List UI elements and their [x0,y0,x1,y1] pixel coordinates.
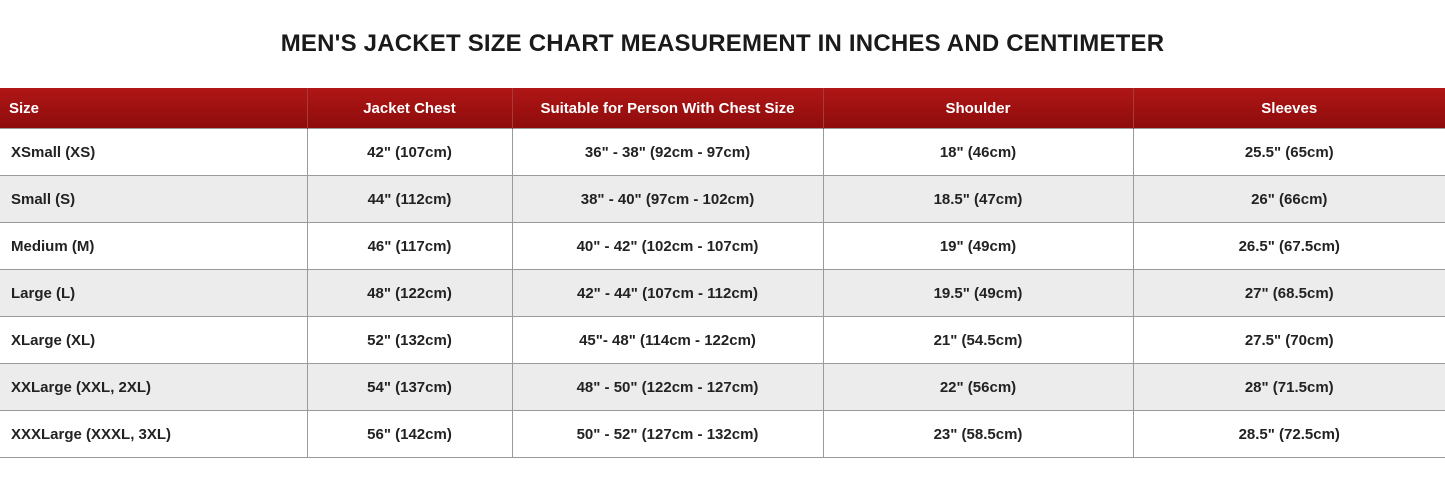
cell-suitable-chest-size: 45"- 48" (114cm - 122cm) [512,317,823,364]
header-jacket-chest: Jacket Chest [307,88,512,129]
cell-size: XXLarge (XXL, 2XL) [0,364,307,411]
cell-size: XXXLarge (XXXL, 3XL) [0,411,307,458]
cell-sleeves: 26.5" (67.5cm) [1133,223,1445,270]
cell-shoulder: 22" (56cm) [823,364,1133,411]
table-row [0,317,1445,364]
header-row [0,88,1445,129]
header-suitable-chest-size: Suitable for Person With Chest Size [512,88,823,129]
cell-jacket-chest: 56" (142cm) [307,411,512,458]
cell-shoulder: 18" (46cm) [823,129,1133,176]
cell-sleeves: 26" (66cm) [1133,176,1445,223]
cell-sleeves: 27.5" (70cm) [1133,317,1445,364]
header-sleeves: Sleeves [1133,88,1445,129]
cell-jacket-chest: 42" (107cm) [307,129,512,176]
cell-jacket-chest: 44" (112cm) [307,176,512,223]
table-row [0,411,1445,458]
cell-size: Large (L) [0,270,307,317]
cell-shoulder: 21" (54.5cm) [823,317,1133,364]
cell-shoulder: 19.5" (49cm) [823,270,1133,317]
cell-shoulder: 19" (49cm) [823,223,1133,270]
table-body [0,129,1445,458]
table-row [0,129,1445,176]
cell-shoulder: 23" (58.5cm) [823,411,1133,458]
cell-suitable-chest-size: 36" - 38" (92cm - 97cm) [512,129,823,176]
table-row [0,270,1445,317]
header-shoulder: Shoulder [823,88,1133,129]
cell-jacket-chest: 54" (137cm) [307,364,512,411]
cell-size: XLarge (XL) [0,317,307,364]
table-row [0,364,1445,411]
cell-sleeves: 27" (68.5cm) [1133,270,1445,317]
cell-jacket-chest: 46" (117cm) [307,223,512,270]
cell-suitable-chest-size: 50" - 52" (127cm - 132cm) [512,411,823,458]
cell-suitable-chest-size: 38" - 40" (97cm - 102cm) [512,176,823,223]
size-chart-table [0,88,1445,458]
table-row [0,176,1445,223]
cell-jacket-chest: 48" (122cm) [307,270,512,317]
cell-size: Medium (M) [0,223,307,270]
cell-size: XSmall (XS) [0,129,307,176]
cell-sleeves: 28.5" (72.5cm) [1133,411,1445,458]
cell-suitable-chest-size: 42" - 44" (107cm - 112cm) [512,270,823,317]
page-title: MEN'S JACKET SIZE CHART MEASUREMENT IN INCHES AND CENTIMETER [280,30,1165,57]
cell-suitable-chest-size: 48" - 50" (122cm - 127cm) [512,364,823,411]
cell-shoulder: 18.5" (47cm) [823,176,1133,223]
cell-jacket-chest: 52" (132cm) [307,317,512,364]
cell-sleeves: 25.5" (65cm) [1133,129,1445,176]
cell-sleeves: 28" (71.5cm) [1133,364,1445,411]
table-row [0,223,1445,270]
cell-suitable-chest-size: 40" - 42" (102cm - 107cm) [512,223,823,270]
cell-size: Small (S) [0,176,307,223]
header-size: Size [0,88,307,129]
table-header [0,88,1445,129]
